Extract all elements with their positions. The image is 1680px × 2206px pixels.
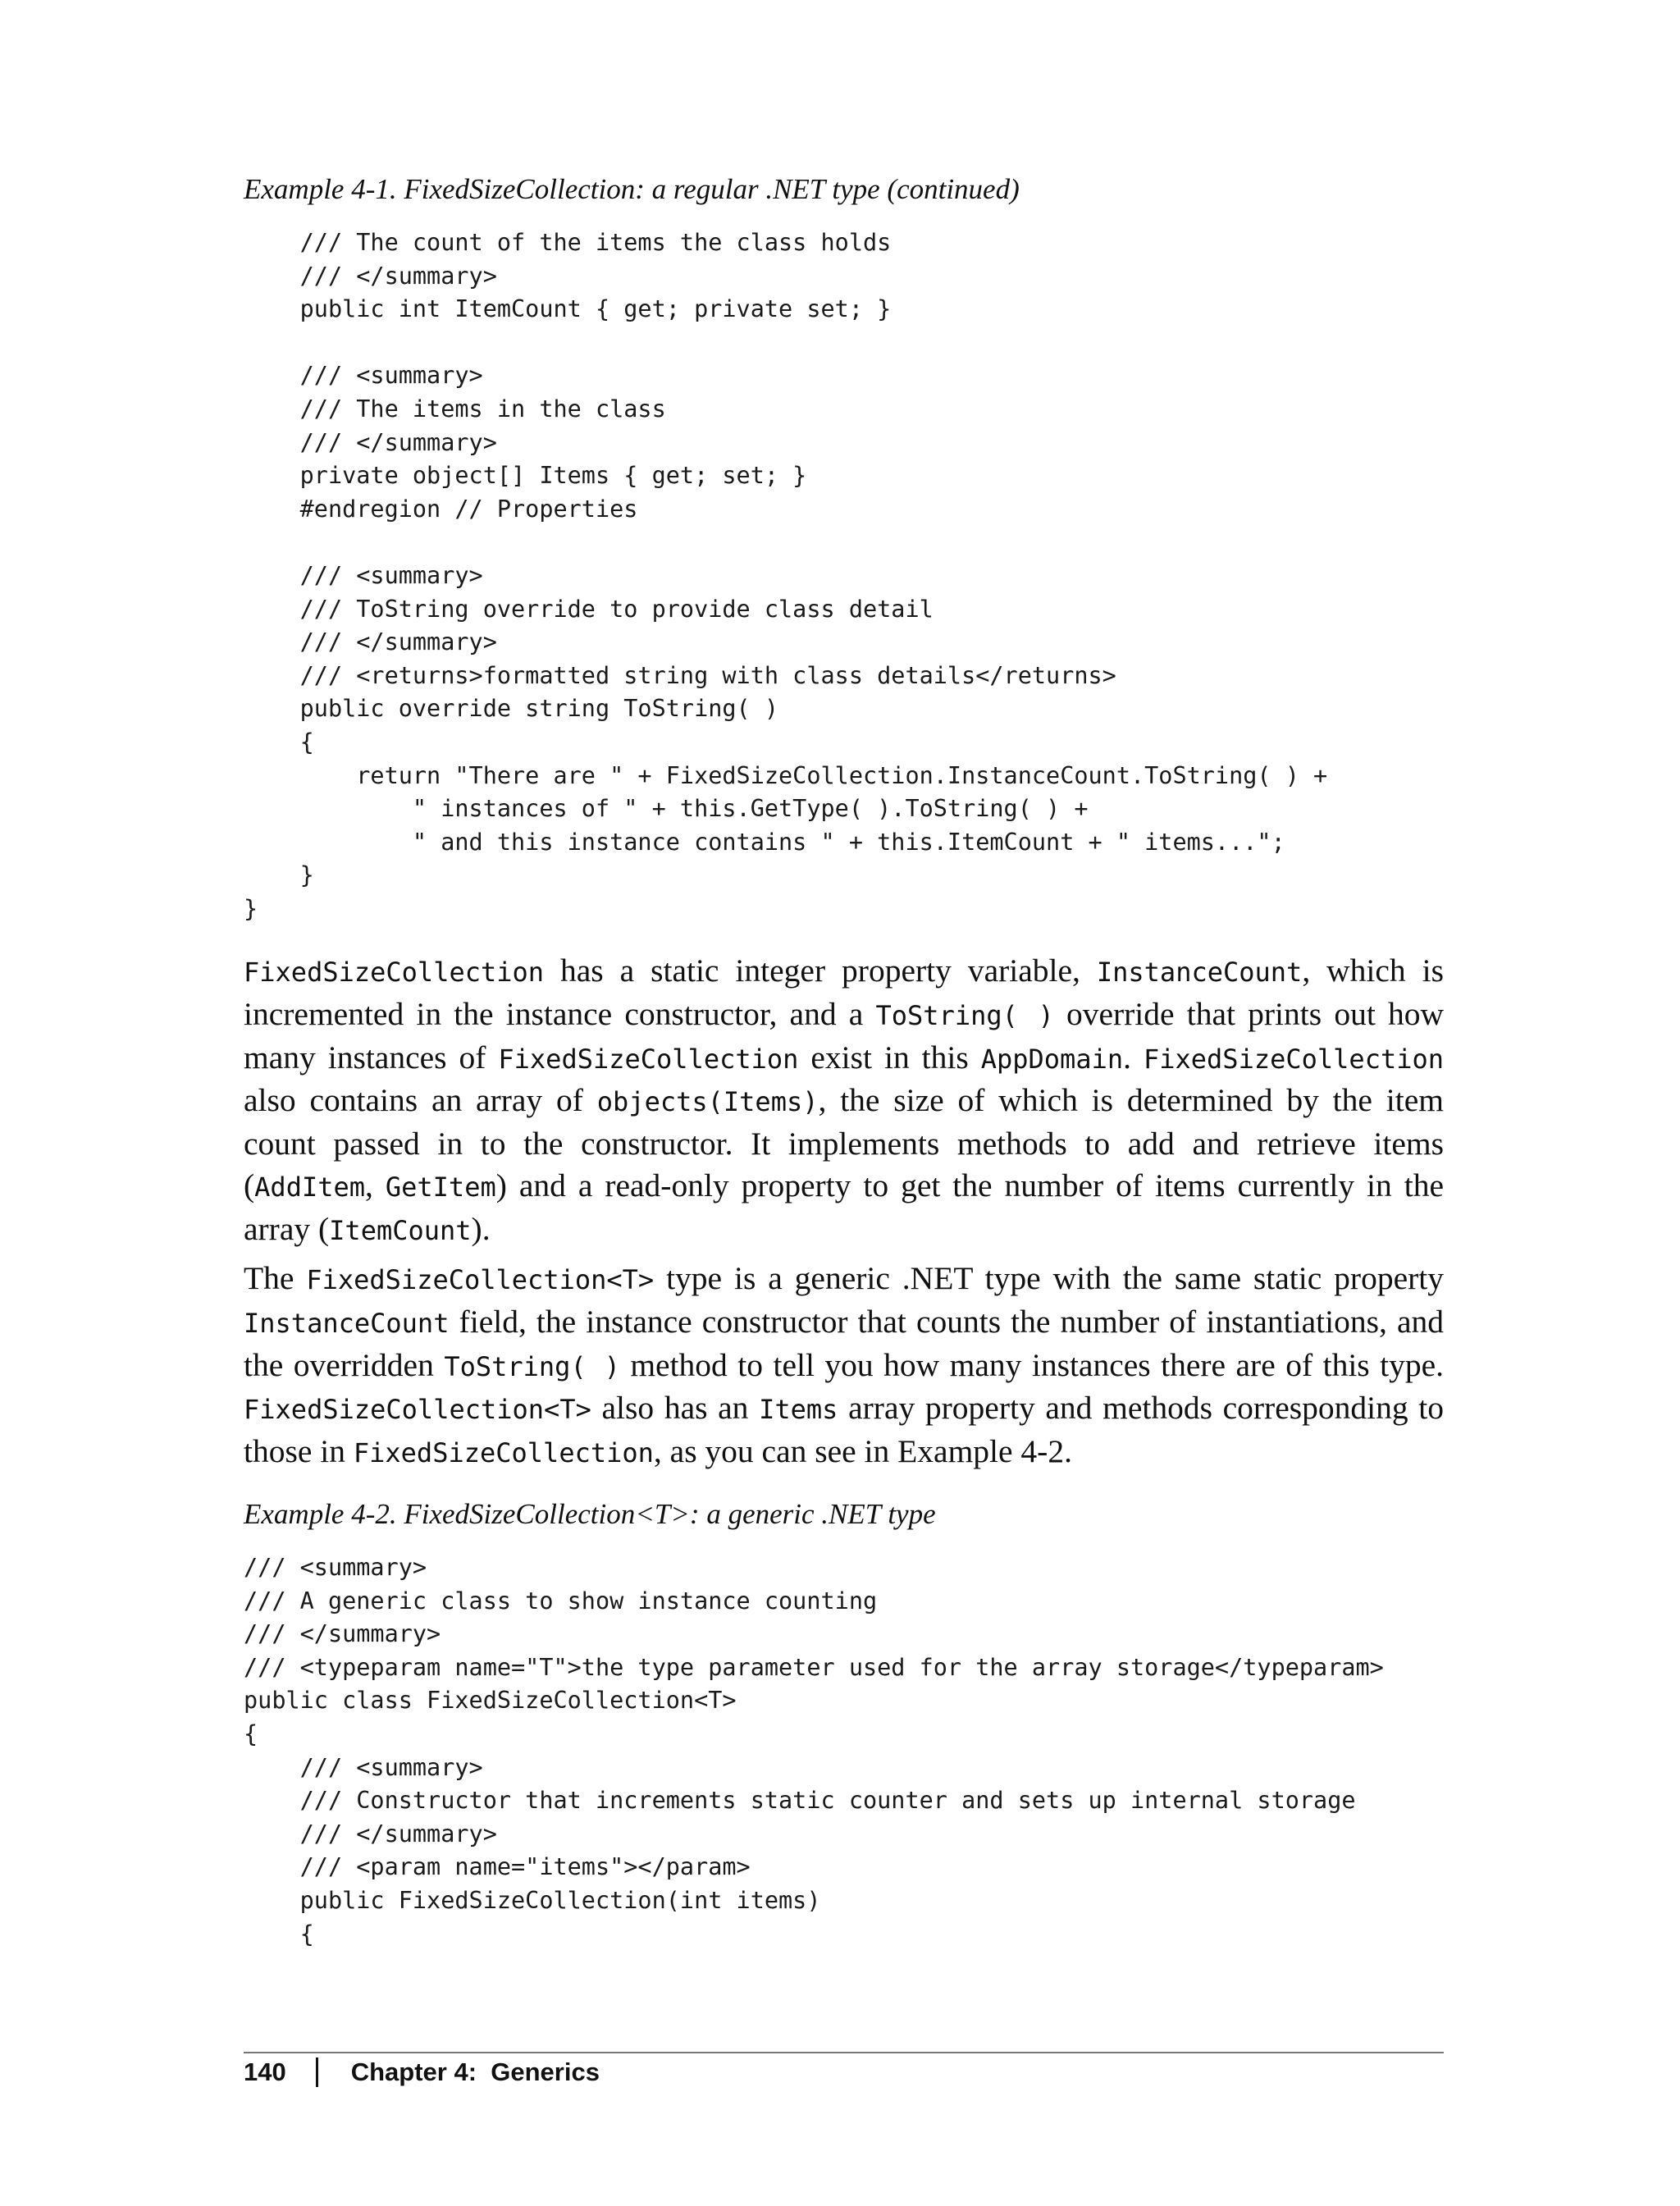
code-line: /// <summary>	[244, 362, 483, 390]
code-line: {	[244, 728, 314, 756]
code-line: #endregion // Properties	[244, 495, 638, 523]
code-line: /// <summary>	[244, 1554, 427, 1581]
code-line: /// The count of the items the class holds	[244, 229, 892, 256]
code-line: /// Constructor that increments static counter and sets up internal storage	[244, 1787, 1356, 1815]
text-run: ).	[471, 1210, 491, 1247]
code-line	[244, 526, 1441, 559]
chapter-title: Chapter 4: Generics	[350, 2058, 600, 2086]
text-run: exist in this	[798, 1039, 981, 1076]
text-run: override that prints out how many instances of	[244, 995, 1445, 1076]
text-run: also has an	[591, 1390, 760, 1427]
text-run: also contains an array of	[244, 1082, 597, 1119]
body-paragraph-2	[244, 1258, 1444, 1474]
code-line: /// <summary>	[244, 1753, 483, 1781]
inline-code: FixedSizeCollection	[498, 1043, 799, 1075]
code-line: " instances of " + this.GetType( ).ToString( ) +	[244, 795, 1089, 823]
text-run: ,	[365, 1167, 386, 1203]
page-footer	[244, 2054, 600, 2090]
code-line: }	[244, 894, 258, 922]
text-run: ) and a read-only property to get the number of items currently in the array (	[244, 1167, 1445, 1247]
inline-code: InstanceCount	[244, 1307, 450, 1339]
text-run: type is a generic .NET type with the same static property	[654, 1260, 1444, 1296]
code-line: /// <summary>	[244, 561, 483, 589]
text-run: , which is incremented in the instance constructor, and a	[244, 952, 1444, 1032]
inline-code: FixedSizeCollection<T>	[244, 1394, 591, 1426]
body-paragraph-1	[244, 950, 1444, 1252]
example-caption-4-1: Example 4-1. FixedSizeCollection: a regular .NET type (continued)	[244, 173, 1020, 205]
code-line: /// The items in the class	[244, 395, 666, 422]
code-line: /// <param name="items"></param>	[244, 1853, 751, 1881]
code-line: /// <typeparam name="T">the type parameter used for the array storage</typeparam>	[244, 1653, 1384, 1681]
text-run: .	[1123, 1039, 1144, 1076]
inline-code: InstanceCount	[1096, 957, 1303, 988]
inline-code: FixedSizeCollection	[1143, 1043, 1445, 1075]
code-line: /// ToString override to provide class detail	[244, 595, 934, 623]
text-run: array property and methods corresponding to those in	[244, 1390, 1444, 1470]
inline-code: ItemCount	[329, 1214, 472, 1246]
inline-code: objects(Items)	[596, 1086, 819, 1118]
code-line: return "There are " + FixedSizeCollection.InstanceCount.ToString( ) +	[244, 761, 1328, 789]
code-line: {	[244, 1720, 258, 1747]
code-listing-4-1-continued	[244, 226, 1441, 925]
inline-code: FixedSizeCollection<T>	[306, 1264, 655, 1295]
code-line: /// </summary>	[244, 1620, 441, 1648]
inline-code: GetItem	[385, 1171, 496, 1203]
text-run: has a static integer property variable,	[544, 952, 1097, 989]
code-line: /// <returns>formatted string with class details</returns>	[244, 661, 1116, 689]
code-line: {	[244, 1920, 314, 1948]
code-listing-4-2	[244, 1551, 1441, 1951]
text-run: field, the instance constructor that counts the number of instantiations, and the overridden	[244, 1303, 1444, 1383]
text-run: , as you can see in Example 4-2.	[653, 1433, 1072, 1470]
inline-code: Items	[759, 1394, 838, 1426]
inline-code: ToString( )	[875, 999, 1054, 1031]
code-line: /// </summary>	[244, 628, 497, 656]
code-line: /// A generic class to show instance counting	[244, 1587, 878, 1615]
footer-separator	[316, 2058, 318, 2087]
code-line: public class FixedSizeCollection<T>	[244, 1687, 737, 1715]
inline-code: AppDomain	[980, 1043, 1124, 1075]
example-caption-4-2: Example 4-2. FixedSizeCollection<T>: a generic .NET type	[244, 1498, 936, 1530]
text-run: method to tell you how many instances there are of this type.	[619, 1346, 1445, 1383]
page-number: 140	[244, 2058, 286, 2086]
code-line: /// </summary>	[244, 1820, 497, 1847]
text-run: , the size of which is determined by the item count passed in to the constructor. It implements methods to add and retrieve items (	[244, 1082, 1444, 1203]
inline-code: FixedSizeCollection	[353, 1437, 654, 1469]
inline-code: ToString( )	[444, 1350, 620, 1382]
code-line: /// </summary>	[244, 428, 497, 456]
inline-code: AddItem	[254, 1171, 366, 1203]
code-line	[244, 327, 1441, 360]
code-line: /// </summary>	[244, 262, 497, 290]
code-line: private object[] Items { get; set; }	[244, 462, 807, 490]
footer-rule	[244, 2052, 1444, 2053]
code-line: public override string ToString( )	[244, 695, 779, 723]
code-line: " and this instance contains " + this.ItemCount + " items...";	[244, 828, 1285, 856]
inline-code: FixedSizeCollection	[244, 957, 545, 988]
text-run: The	[244, 1260, 307, 1296]
code-line: public FixedSizeCollection(int items)	[244, 1886, 821, 1914]
code-line: }	[244, 861, 314, 889]
code-line: public int ItemCount { get; private set; }	[244, 295, 892, 323]
